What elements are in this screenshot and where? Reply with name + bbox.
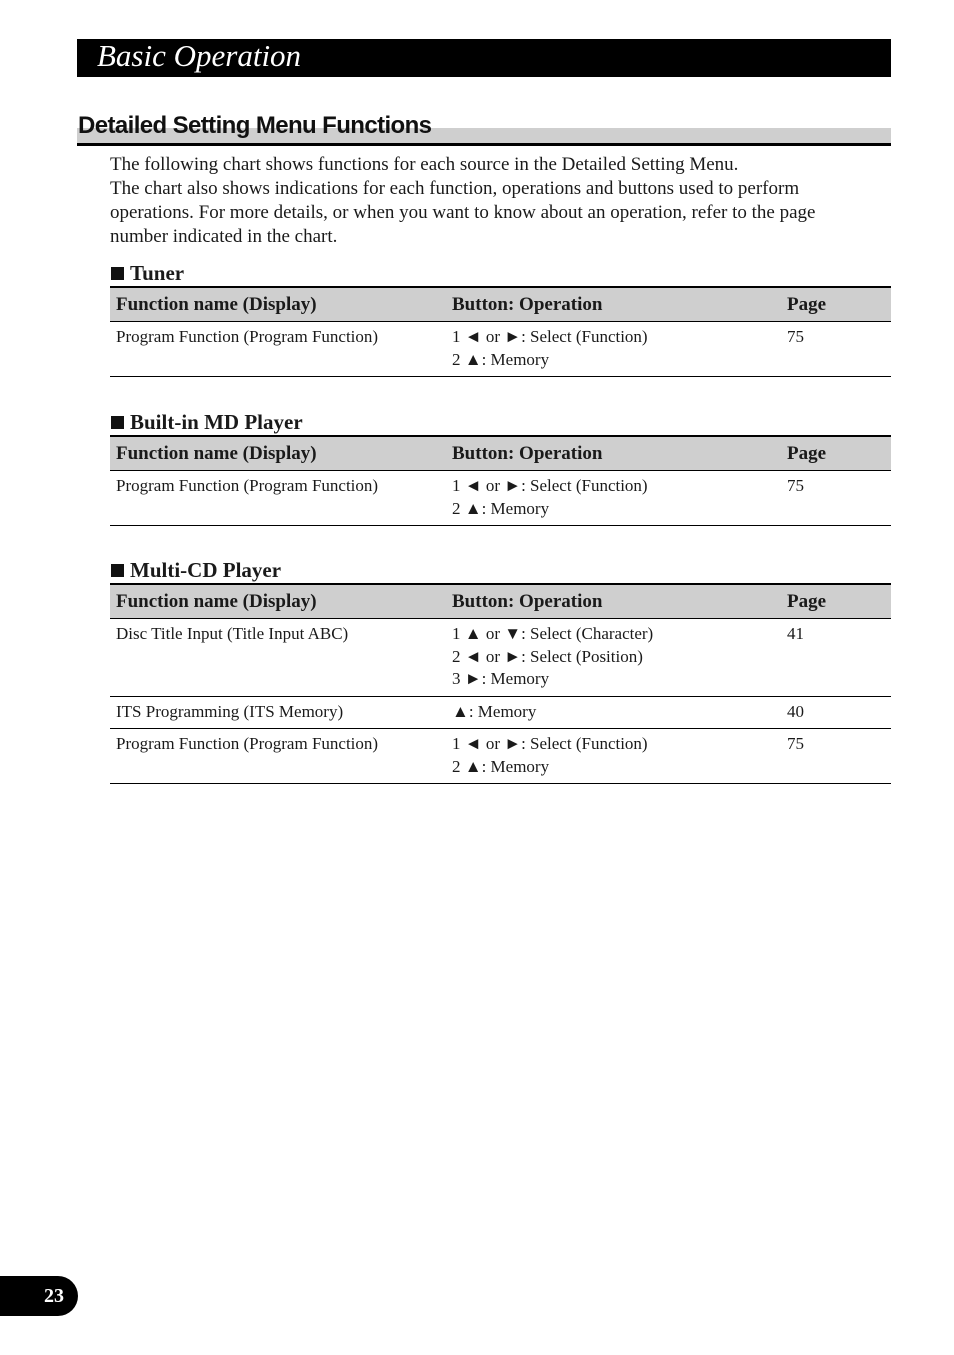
section-heading: [77, 109, 891, 147]
section-title: Detailed Setting Menu Functions: [78, 112, 432, 139]
subhead-tuner: [110, 260, 891, 286]
cell-operation: [446, 619, 781, 697]
cell-function: ITS Programming (ITS Memory): [110, 696, 446, 729]
header-page: Page: [781, 584, 891, 619]
cell-operation: [446, 471, 781, 526]
table-row: [110, 471, 891, 526]
header-operation: Button: Operation: [446, 287, 781, 322]
header-operation: Button: Operation: [446, 436, 781, 471]
operation-line: 1 ◄ or ►: Select (Function): [452, 476, 648, 495]
cell-page: 41: [781, 619, 891, 697]
intro-text: [110, 153, 870, 249]
operation-line: 2 ▲: Memory: [452, 349, 550, 369]
table-row: [110, 322, 891, 377]
header-operation: Button: Operation: [446, 584, 781, 619]
page-number: 23: [44, 1285, 64, 1307]
subhead-md-player: [110, 409, 891, 435]
cell-function: Program Function (Program Function): [110, 471, 446, 526]
operation-line: ▲: Memory: [452, 701, 537, 721]
chapter-title: Basic Operation: [97, 38, 302, 73]
operation-line: 2 ▲: Memory: [452, 498, 550, 518]
chapter-header-bar: [77, 39, 891, 77]
cell-page: 75: [781, 729, 891, 784]
table-header-row: [110, 584, 891, 619]
subhead-label: Built-in MD Player: [130, 410, 303, 434]
operation-line: 1 ◄ or ►: Select (Function): [452, 734, 648, 753]
cell-page: 40: [781, 696, 891, 729]
header-page: Page: [781, 287, 891, 322]
header-function: Function name (Display): [110, 287, 446, 322]
table-row: [110, 619, 891, 697]
table-row: [110, 696, 891, 729]
cell-function: Program Function (Program Function): [110, 729, 446, 784]
table-block-multi-cd: [110, 557, 891, 784]
square-bullet-icon: [111, 416, 124, 429]
function-table-multi-cd: [110, 583, 891, 784]
header-function: Function name (Display): [110, 436, 446, 471]
function-table-md-player: [110, 435, 891, 526]
operation-line: 1 ◄ or ►: Select (Function): [452, 327, 648, 346]
cell-operation: [446, 729, 781, 784]
square-bullet-icon: [111, 564, 124, 577]
table-block-tuner: [110, 260, 891, 377]
cell-operation: [446, 322, 781, 377]
cell-function: Disc Title Input (Title Input ABC): [110, 619, 446, 697]
function-table-tuner: [110, 286, 891, 377]
header-function: Function name (Display): [110, 584, 446, 619]
intro-line-1: The following chart shows functions for each source in the Detailed Setting Menu.: [110, 154, 739, 175]
square-bullet-icon: [111, 267, 124, 280]
subhead-multi-cd: [110, 557, 891, 583]
cell-page: 75: [781, 471, 891, 526]
operation-line: 1 ▲ or ▼: Select (Character): [452, 624, 654, 643]
cell-page: 75: [781, 322, 891, 377]
table-row: [110, 729, 891, 784]
operation-line: 3 ►: Memory: [452, 669, 550, 688]
section-heading-rule: [77, 143, 891, 146]
header-page: Page: [781, 436, 891, 471]
table-header-row: [110, 436, 891, 471]
page-number-badge: [0, 1276, 78, 1316]
cell-function: Program Function (Program Function): [110, 322, 446, 377]
subhead-label: Multi-CD Player: [130, 558, 282, 582]
intro-line-2: The chart also shows indications for each function, operations and buttons used to perform operations. For more details, or when you want to know about an operation, refer to the page number indicated in the chart.: [110, 178, 816, 247]
subhead-label: Tuner: [130, 261, 185, 285]
table-header-row: [110, 287, 891, 322]
operation-line: 2 ▲: Memory: [452, 756, 550, 776]
cell-operation: [446, 696, 781, 729]
operation-line: 2 ◄ or ►: Select (Position): [452, 646, 643, 666]
table-block-md-player: [110, 409, 891, 526]
